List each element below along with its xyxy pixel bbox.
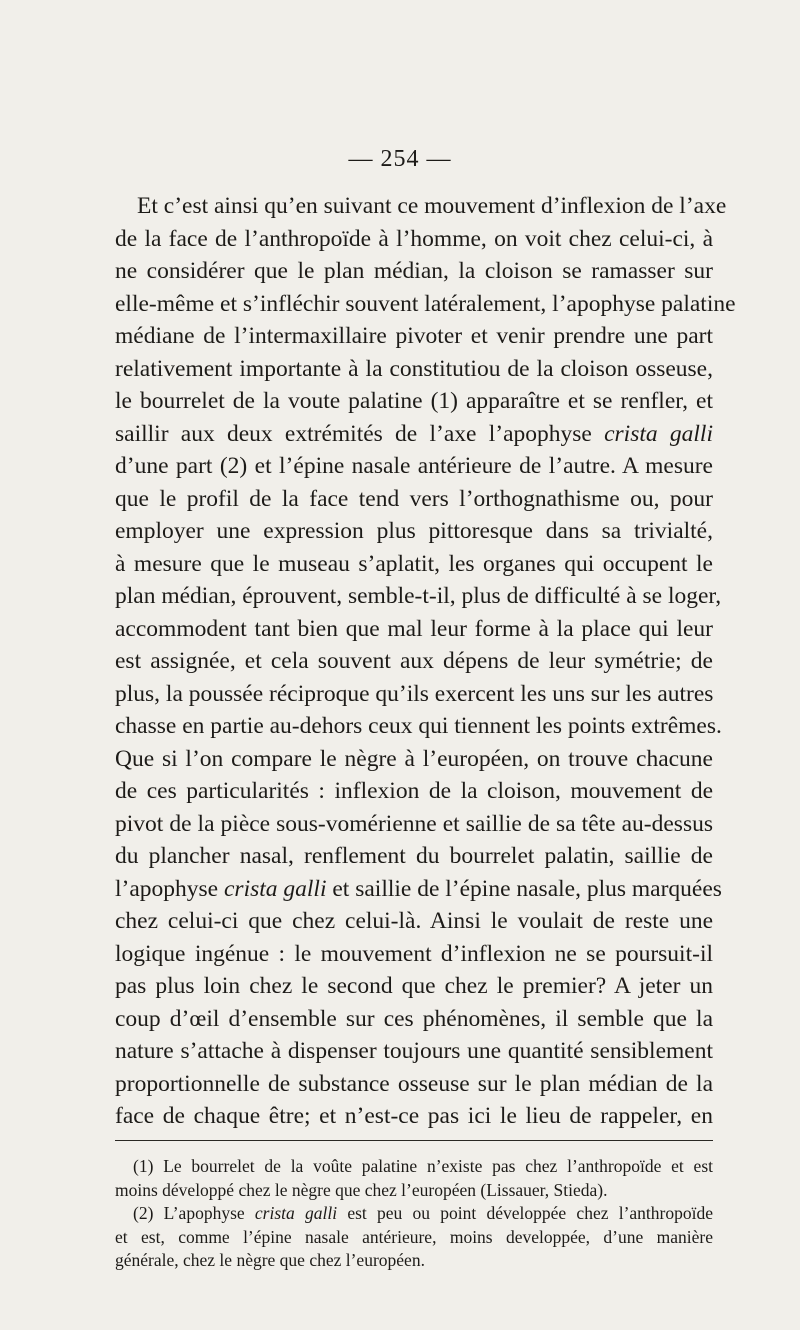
text-line: que le profil de la face tend vers l’orthognathisme ou, pour [115,485,713,512]
footnote-1 [115,1155,713,1202]
text-segment: saillir aux deux extrémités de l’axe l’apophyse [115,420,605,447]
text-line: relativement importante à la constitutiou de la cloison osseuse, [115,355,713,382]
text-line: elle-même et s’infléchir souvent latéralement, l’apophyse palatine [115,290,736,317]
footnote-line: moins développé chez le nègre que chez l’européen (Lissauer, Stieda). [115,1179,608,1200]
text-segment: est peu ou point développée chez l’anthropoïde [337,1203,713,1223]
text-line: nature s’attache à dispenser toujours une quantité sensiblement [115,1038,713,1064]
text-line [115,418,713,451]
text-segment: (2) L’apophyse [133,1203,255,1223]
text-line: pas plus loin chez le second que chez le premier? A jeter un [115,973,713,999]
text-line: le bourrelet de la voute palatine (1) apparaître et se renfler, et [115,388,713,414]
footnotes [115,1155,713,1273]
footnote-line: (1) Le bourrelet de la voûte palatine n’existe pas chez l’anthropoïde et est [133,1156,713,1176]
text-line: ne considérer que le plan médian, la cloison se ramasser sur [115,258,713,284]
italic-term: crista galli [604,420,713,447]
footnote-line: générale, chez le nègre que chez l’européen. [115,1250,425,1270]
text-segment: et saillie de l’épine nasale, plus marquées [326,875,722,902]
text-line: Que si l’on compare le nègre à l’européen, on trouve chacune [115,745,713,772]
text-line: coup d’œil d’ensemble sur ces phénomènes, il semble que la [115,1005,713,1032]
footnote-divider [115,1140,713,1141]
text-line: de ces particularités : inflexion de la cloison, mouvement de [115,778,713,804]
text-line: de la face de l’anthropoïde à l’homme, on voit chez celui-ci, à [115,225,713,252]
text-line [115,873,722,906]
text-line: Et c’est ainsi qu’en suivant ce mouvement d’inflexion de l’axe [137,193,727,219]
text-line: face de chaque être; et n’est-ce pas ici le lieu de rappeler, en [115,1103,713,1129]
text-line: chasse en partie au-dehors ceux qui tiennent les points extrêmes. [115,713,722,739]
italic-term: crista galli [224,875,327,902]
text-line: plan médian, éprouvent, semble-t-il, plus de difficulté à se loger, [115,583,722,609]
italic-term: crista galli [254,1203,338,1223]
text-line: du plancher nasal, renflement du bourrelet palatin, saillie de [115,843,713,869]
main-paragraph [115,190,736,1133]
text-line: logique ingénue : le mouvement d’inflexion ne se poursuit-il [115,940,713,967]
footnote-2 [115,1202,713,1273]
text-line: employer une expression plus pittoresque dans sa trivialté, [115,518,713,544]
text-line: plus, la poussée réciproque qu’ils exercent les uns sur les autres [115,680,714,707]
footnote-line [115,1202,713,1226]
text-line: proportionnelle de substance osseuse sur le plan médian de la [115,1070,713,1097]
text-line: à mesure que le museau s’aplatit, les organes qui occupent le [115,550,713,577]
text-line: chez celui-ci que chez celui-là. Ainsi le voulait de reste une [115,908,713,934]
footnote-line: et est, comme l’épine nasale antérieure, moins developpée, d’une manière [115,1226,713,1247]
text-line: accommodent tant bien que mal leur forme à la place qui leur [115,615,713,642]
text-segment: l’apophyse [115,875,224,902]
page-number: — 254 — [348,146,452,172]
text-line: est assignée, et cela souvent aux dépens de leur symétrie; de [115,648,713,674]
text-line: pivot de la pièce sous-vomérienne et saillie de sa tête au-dessus [115,810,713,837]
text-line: médiane de l’intermaxillaire pivoter et venir prendre une part [115,323,713,349]
text-line: d’une part (2) et l’épine nasale antérieure de l’autre. A mesure [115,453,713,479]
